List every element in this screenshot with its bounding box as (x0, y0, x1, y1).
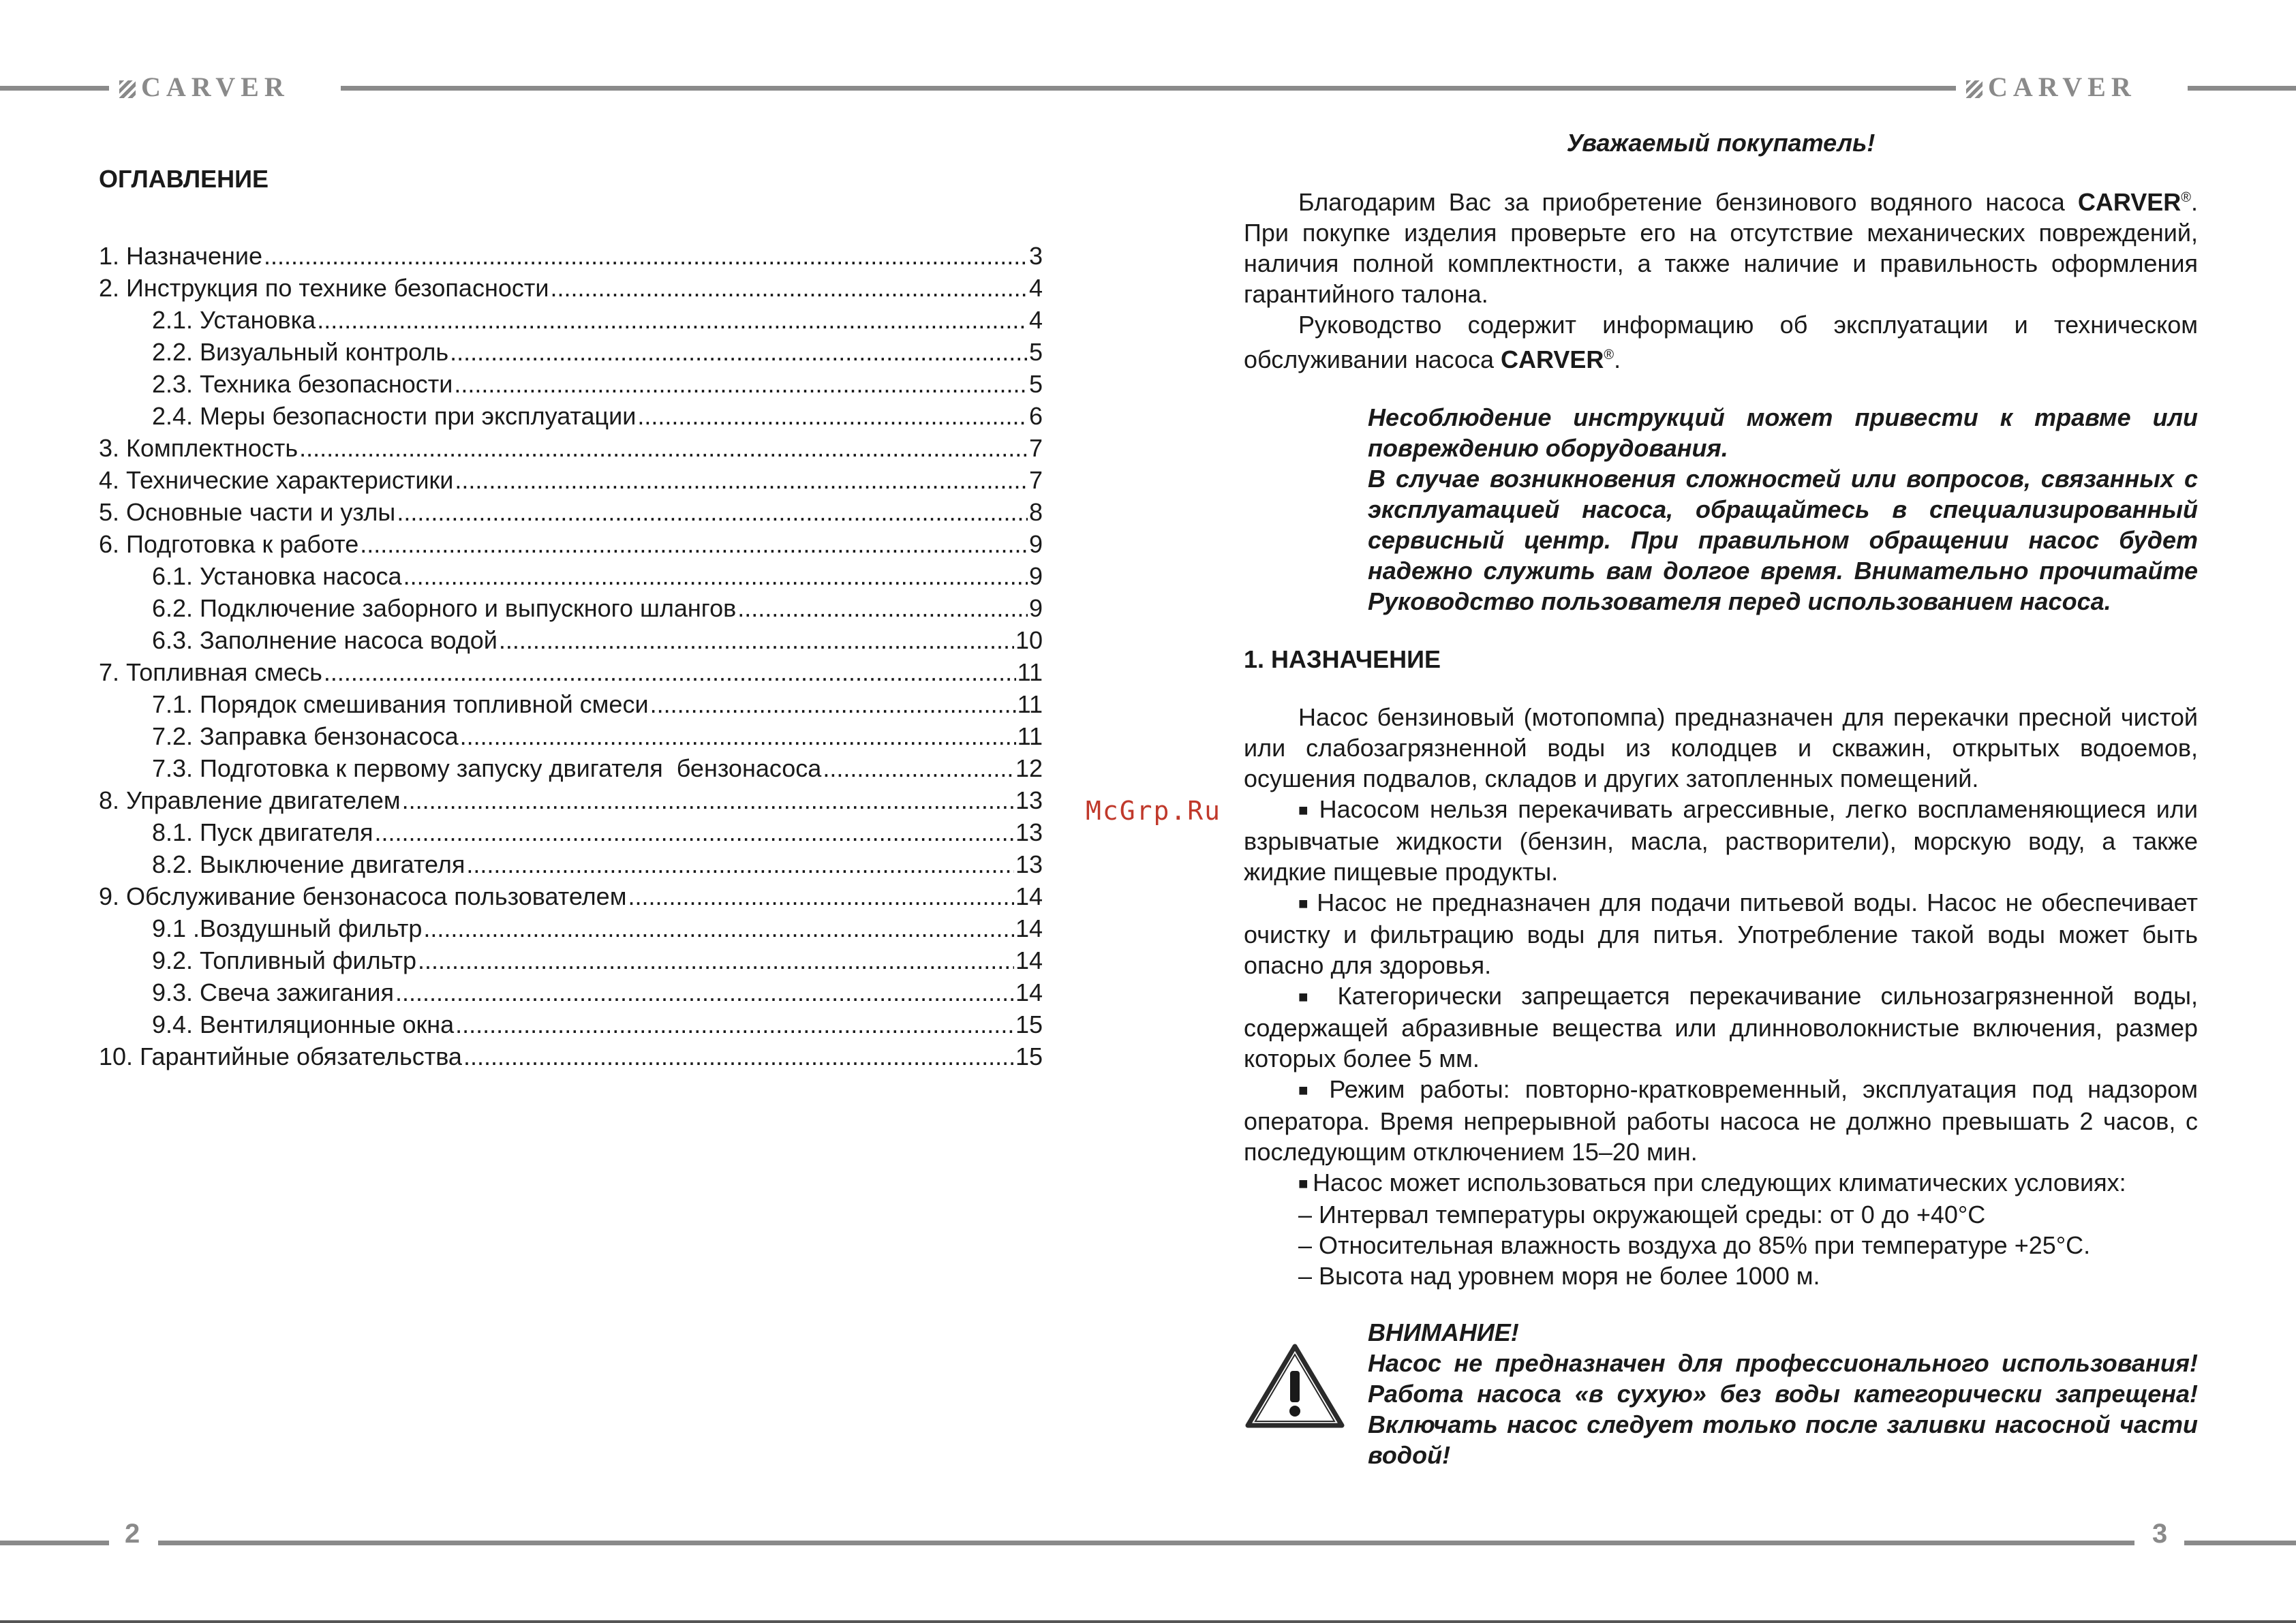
toc-item-page: 10 (1015, 626, 1043, 654)
toc-item (99, 944, 1043, 976)
toc-dot-leader (455, 464, 1028, 496)
intro-paragraph-2: Руководство содержит информацию об эксплуатации и техническом обслуживании насоса CARVER®. (1244, 311, 2198, 373)
header-rule-right (2188, 86, 2296, 91)
toc-item-page: 9 (1028, 594, 1043, 622)
bullet-item: ■ Режим работы: повторно-кратковременный, эксплуатация под надзором оператора. Время непрерывной работы насоса не должно превышать 2 часов, с последующим отключением 15–20 мин. (1244, 1075, 2198, 1166)
toc-item-label: 5. Основные части и узлы (99, 498, 396, 526)
warning-block (1244, 1317, 2198, 1470)
toc-item (99, 784, 1043, 816)
condition-item: – Интервал температуры окружающей среды: от 0 до +40°C (1298, 1201, 1986, 1228)
toc-dot-leader (628, 880, 1014, 912)
toc-item-label: 4. Технические характеристики (99, 466, 454, 494)
brand-text-left: CARVER (141, 72, 290, 102)
toc-item (99, 1008, 1043, 1040)
toc-item-label: 8.1. Пуск двигателя (152, 818, 373, 846)
toc-item-label: 8.2. Выключение двигателя (152, 850, 465, 878)
toc-item-label: 7.1. Порядок смешивания топливной смеси (152, 690, 649, 718)
toc-dot-leader (450, 336, 1028, 368)
toc-item (99, 688, 1043, 720)
toc-item-page: 7 (1028, 466, 1043, 494)
section-paragraph: Насос бензиновый (мотопомпа) предназначен для перекачки пресной чистой или слабозагрязненной воды из колодцев и скважин, открытых водоемов, осушения подвалов, складов и других затопленных помещений. (1244, 703, 2198, 792)
toc-dot-leader (299, 432, 1028, 464)
bullet-square-icon: ■ (1298, 801, 1319, 820)
toc-dot-leader (650, 688, 1016, 720)
toc-item (99, 912, 1043, 944)
toc-item-page: 3 (1028, 242, 1043, 270)
bullet-list (1244, 794, 2198, 1199)
toc-item-page: 14 (1015, 914, 1043, 942)
toc-item-page: 8 (1028, 498, 1043, 526)
toc-item-page: 13 (1015, 850, 1043, 878)
toc-item-label: 10. Гарантийные обязательства (99, 1042, 462, 1070)
toc-title: ОГЛАВЛЕНИЕ (99, 165, 269, 193)
toc-item-page: 7 (1028, 434, 1043, 462)
toc-item-label: 9.3. Свеча зажигания (152, 978, 394, 1006)
toc-item-label: 6.3. Заполнение насоса водой (152, 626, 498, 654)
toc-dot-leader (455, 1008, 1014, 1040)
warning-triangle-icon (1244, 1317, 1353, 1470)
toc-item-page: 11 (1017, 690, 1043, 718)
toc-item-label: 7.3. Подготовка к первому запуску двигателя бензонасоса (152, 754, 822, 782)
toc-item (99, 848, 1043, 880)
brand-text-right: CARVER (1988, 72, 2137, 102)
toc-item-page: 5 (1028, 338, 1043, 366)
toc-item-label: 9.4. Вентиляционные окна (152, 1010, 455, 1038)
toc-item-label: 2. Инструкция по технике безопасности (99, 274, 549, 302)
bullet-item: ■ Насос не предназначен для подачи питьевой воды. Насос не обеспечивает очистку и фильтрацию воды для питья. Употребление такой воды может быть опасно для здоровья. (1244, 888, 2198, 979)
toc-item (99, 1040, 1043, 1072)
bullet-item: ■ Насос может использоваться при следующих климатических условиях: (1298, 1169, 2126, 1196)
toc-dot-leader (317, 304, 1028, 336)
toc-item-label: 6.2. Подключение заборного и выпускного шлангов (152, 594, 737, 622)
toc-item (99, 560, 1043, 592)
toc-item-label: 9. Обслуживание бензонасоса пользователем (99, 882, 627, 910)
toc-item (99, 752, 1043, 784)
header-rule-middle (341, 86, 1956, 91)
toc-item (99, 304, 1043, 336)
toc-item-page: 15 (1015, 1010, 1043, 1038)
toc-item (99, 720, 1043, 752)
footer-rule-left (0, 1541, 109, 1545)
toc-item (99, 592, 1043, 624)
toc-item (99, 368, 1043, 400)
bullet-item: ■ Насосом нельзя перекачивать агрессивные, легко воспламеняющиеся или взрывчатые жидкости (бензин, масла, растворители), морскую воду, а также жидкие пищевые продукты. (1244, 795, 2198, 886)
toc-item (99, 400, 1043, 432)
toc-item-label: 2.3. Техника безопасности (152, 370, 453, 398)
toc-item (99, 656, 1043, 688)
toc-dot-leader (395, 976, 1014, 1008)
safety-notice (1368, 402, 2198, 617)
toc-dot-leader (375, 816, 1014, 848)
brand-logo-left (119, 74, 290, 101)
right-page-content (1244, 124, 2198, 1470)
bottom-edge (0, 1620, 2296, 1623)
toc-item-label: 2.2. Визуальный контроль (152, 338, 449, 366)
toc-item-page: 14 (1015, 882, 1043, 910)
bullet-square-icon: ■ (1298, 1081, 1330, 1100)
toc-item-label: 2.4. Меры безопасности при эксплуатации (152, 402, 637, 430)
toc-item-page: 4 (1028, 274, 1043, 302)
toc-item-page: 15 (1015, 1042, 1043, 1070)
toc-item-label: 7.2. Заправка бензонасоса (152, 722, 459, 750)
toc-item-label: 9.1 .Воздушный фильтр (152, 914, 423, 942)
toc-dot-leader (403, 560, 1028, 592)
bullet-item: ■ Категорически запрещается перекачивание сильнозагрязненной воды, содержащей абразивные вещества или длинноволокнистые включения, размер которых более 5 мм. (1244, 982, 2198, 1072)
condition-item: – Высота над уровнем моря не более 1000 м. (1298, 1262, 1820, 1290)
page-number-left: 2 (125, 1519, 140, 1549)
toc-item-page: 12 (1015, 754, 1043, 782)
greeting: Уважаемый покупатель! (1566, 129, 1876, 157)
notice-line-1: Несоблюдение инструкций может привести к травме или повреждению оборудования. (1368, 403, 2198, 462)
toc-dot-leader (324, 656, 1016, 688)
brand-logo-right (1966, 74, 2137, 101)
toc-item (99, 880, 1043, 912)
toc-item-page: 9 (1028, 530, 1043, 558)
toc-dot-leader (550, 272, 1028, 304)
bullet-square-icon: ■ (1298, 1175, 1313, 1193)
toc-item (99, 624, 1043, 656)
toc-item-page: 5 (1028, 370, 1043, 398)
table-of-contents (99, 151, 1043, 1072)
logo-mark-icon (119, 80, 136, 98)
watermark: McGrp.Ru (1086, 796, 1222, 826)
toc-item-page: 13 (1015, 818, 1043, 846)
toc-item-page: 13 (1015, 786, 1043, 814)
toc-item-label: 6.1. Установка насоса (152, 562, 402, 590)
toc-item-label: 1. Назначение (99, 242, 263, 270)
toc-item-label: 6. Подготовка к работе (99, 530, 359, 558)
toc-item-page: 6 (1028, 402, 1043, 430)
toc-dot-leader (499, 624, 1014, 656)
toc-dot-leader (637, 400, 1028, 432)
toc-item (99, 336, 1043, 368)
header-rule-left (0, 86, 109, 91)
bullet-square-icon: ■ (1298, 895, 1317, 913)
logo-mark-icon (1966, 80, 1983, 98)
toc-dot-leader (264, 240, 1028, 272)
toc-item-page: 4 (1028, 306, 1043, 334)
toc-dot-leader (360, 528, 1028, 560)
warning-title: ВНИМАНИЕ! (1368, 1318, 1519, 1346)
toc-item (99, 976, 1043, 1008)
toc-item (99, 496, 1043, 528)
toc-item-label: 9.2. Топливный фильтр (152, 946, 417, 974)
bullet-square-icon: ■ (1298, 988, 1338, 1006)
brand-inline: CARVER (1501, 345, 1604, 373)
page-number-right: 3 (2152, 1519, 2168, 1549)
intro-paragraph-1: Благодарим Вас за приобретение бензинового водяного насоса CARVER®. При покупке изделия проверьте его на отсутствие механических повреждений, наличия полной комплектности, а также наличие и правильность оформления гарантийного талона. (1244, 188, 2198, 308)
toc-dot-leader (454, 368, 1028, 400)
toc-dot-leader (460, 720, 1016, 752)
notice-line-2: В случае возникновения сложностей или вопросов, связанных с эксплуатацией насоса, обращайтесь в специализированный сервисный центр. При правильном обращении насос будет надежно служить вам долгое время. Внимательно прочитайте Руководство пользователя перед использованием насоса. (1368, 465, 2198, 615)
toc-dot-leader (823, 752, 1014, 784)
warning-text (1368, 1317, 2198, 1470)
toc-item-label: 2.1. Установка (152, 306, 316, 334)
toc-dot-leader (418, 944, 1014, 976)
footer-rule-middle (158, 1541, 2134, 1545)
toc-list (99, 240, 1043, 1072)
warning-body: Насос не предназначен для профессионального использования! Работа насоса «в сухую» без воды категорически запрещена! Включать насос следует только после заливки насосной части водой! (1368, 1349, 2198, 1469)
toc-dot-leader (737, 592, 1028, 624)
toc-item-page: 11 (1017, 722, 1043, 750)
toc-item-label: 3. Комплектность (99, 434, 299, 462)
section-title: 1. НАЗНАЧЕНИЕ (1244, 645, 1441, 673)
toc-item-page: 14 (1015, 946, 1043, 974)
toc-item (99, 528, 1043, 560)
toc-item (99, 240, 1043, 272)
toc-item-label: 7. Топливная смесь (99, 658, 322, 686)
toc-item (99, 272, 1043, 304)
toc-item-page: 14 (1015, 978, 1043, 1006)
toc-item-page: 9 (1028, 562, 1043, 590)
toc-dot-leader (423, 912, 1014, 944)
toc-item (99, 816, 1043, 848)
footer-rule-right (2184, 1541, 2296, 1545)
toc-item-page: 11 (1017, 658, 1043, 686)
toc-dot-leader (466, 848, 1014, 880)
brand-inline: CARVER (2077, 188, 2182, 216)
toc-dot-leader (463, 1040, 1014, 1072)
condition-item: – Относительная влажность воздуха до 85% при температуре +25°C. (1298, 1231, 2091, 1259)
toc-dot-leader (402, 784, 1014, 816)
toc-item-label: 8. Управление двигателем (99, 786, 401, 814)
toc-item (99, 464, 1043, 496)
toc-dot-leader (397, 496, 1028, 528)
conditions-list (1244, 1199, 2198, 1291)
toc-item (99, 432, 1043, 464)
